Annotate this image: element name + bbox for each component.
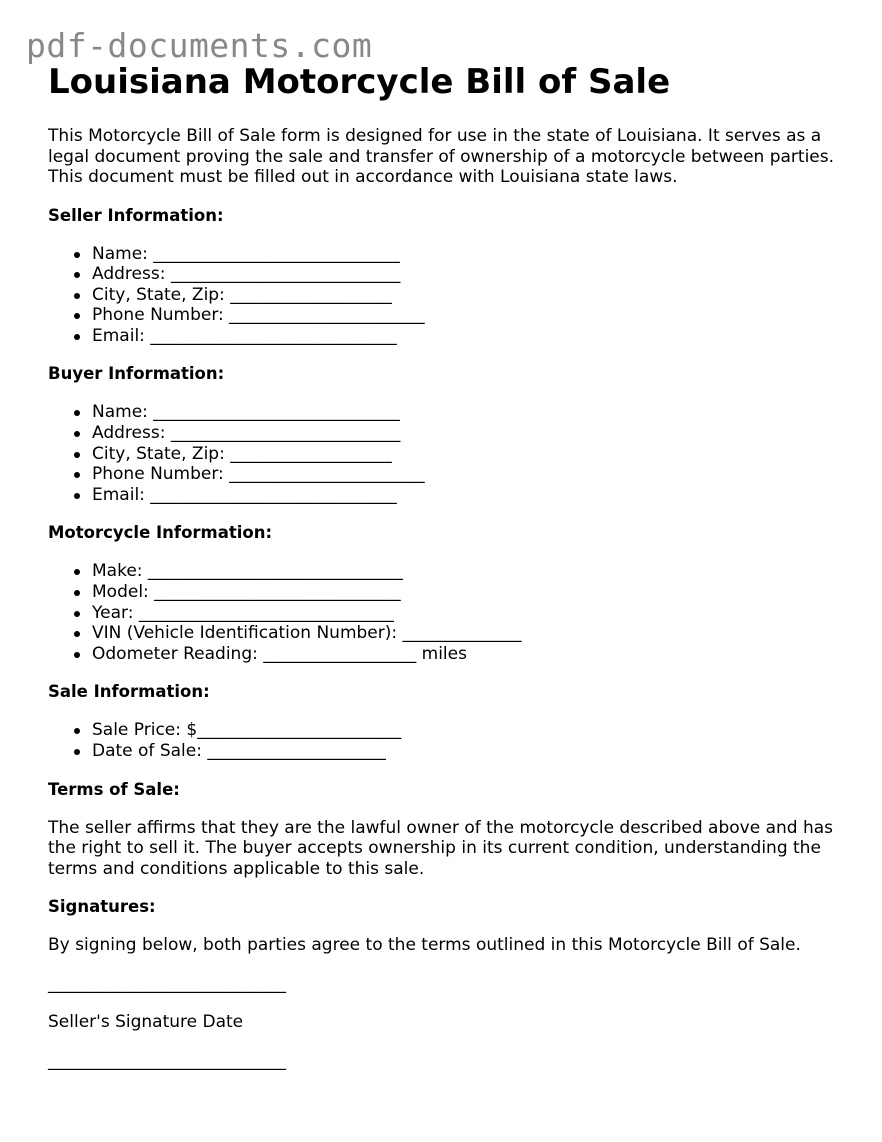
buyer-email-field[interactable]: Email: _____________________________ — [92, 485, 848, 506]
buyer-address-field[interactable]: Address: ___________________________ — [92, 423, 848, 444]
terms-paragraph: The seller affirms that they are the lawful owner of the motorcycle described above and has the right to sell it. The buyer accepts ownership in its current condition, understanding the terms and conditions applicable to this sale. — [48, 817, 834, 879]
buyer-signature-line[interactable]: ____________________________ — [48, 1050, 286, 1071]
buyer-section-heading: Buyer Information: — [48, 364, 225, 384]
seller-city-state-zip-field[interactable]: City, State, Zip: ___________________ — [92, 285, 848, 306]
seller-signature-caption: Seller's Signature Date — [48, 1012, 244, 1033]
document-body — [48, 58, 848, 1071]
seller-email-field[interactable]: Email: _____________________________ — [92, 326, 848, 347]
sale-price-field[interactable]: Sale Price: $________________________ — [92, 720, 848, 741]
motorcycle-fields-list — [48, 561, 848, 664]
sale-fields-list — [48, 720, 848, 761]
seller-signature-line[interactable]: ____________________________ — [48, 973, 286, 994]
signatures-section-heading: Signatures: — [48, 897, 156, 917]
document-title: Louisiana Motorcycle Bill of Sale — [48, 62, 671, 102]
seller-address-field[interactable]: Address: ___________________________ — [92, 264, 848, 285]
signatures-paragraph: By signing below, both parties agree to the terms outlined in this Motorcycle Bill of Sale. — [48, 935, 801, 956]
motorcycle-make-field[interactable]: Make: ______________________________ — [92, 561, 848, 582]
terms-section-heading: Terms of Sale: — [48, 779, 180, 799]
sale-section-heading: Sale Information: — [48, 682, 210, 702]
motorcycle-section-heading: Motorcycle Information: — [48, 523, 273, 543]
buyer-city-state-zip-field[interactable]: City, State, Zip: ___________________ — [92, 444, 848, 465]
seller-name-field[interactable]: Name: _____________________________ — [92, 244, 848, 265]
buyer-phone-field[interactable]: Phone Number: _______________________ — [92, 464, 848, 485]
seller-phone-field[interactable]: Phone Number: _______________________ — [92, 305, 848, 326]
buyer-name-field[interactable]: Name: _____________________________ — [92, 402, 848, 423]
buyer-fields-list — [48, 402, 848, 505]
motorcycle-odometer-field[interactable]: Odometer Reading: __________________ miles — [92, 644, 848, 665]
sale-date-field[interactable]: Date of Sale: _____________________ — [92, 741, 848, 762]
motorcycle-year-field[interactable]: Year: ______________________________ — [92, 603, 848, 624]
watermark-text: pdf-documents.com — [26, 26, 373, 65]
motorcycle-model-field[interactable]: Model: _____________________________ — [92, 582, 848, 603]
intro-paragraph: This Motorcycle Bill of Sale form is designed for use in the state of Louisiana. It serves as a legal document proving the sale and transfer of ownership of a motorcycle between parties. This document must be filled out in accordance with Louisiana state laws. — [48, 126, 835, 187]
motorcycle-vin-field[interactable]: VIN (Vehicle Identification Number): ______________ — [92, 623, 848, 644]
seller-section-heading: Seller Information: — [48, 205, 224, 225]
seller-fields-list — [48, 244, 848, 347]
